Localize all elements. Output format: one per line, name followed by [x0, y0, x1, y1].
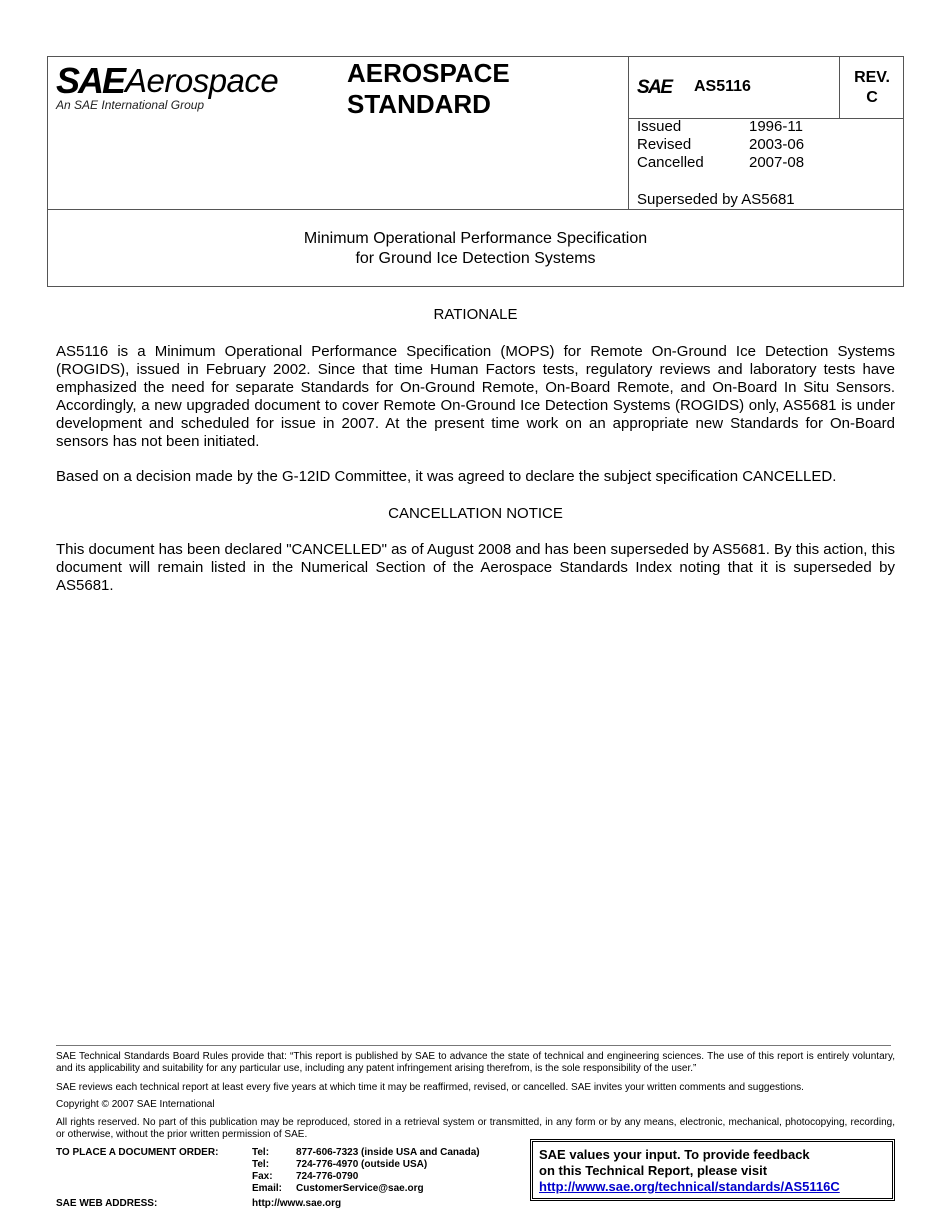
footer-rights: All rights reserved. No part of this publication may be reproduced, stored in a retrieval system or transmitted, in any form or by any means, electronic, mechanical, photocopying, recording, or otherwise, without the prior written permission of SAE. [56, 1117, 895, 1140]
standard-title-line1: AEROSPACE [347, 58, 510, 88]
cancellation-paragraph: This document has been declared "CANCELLED" as of August 2008 and has been superseded by AS5681. By this action, this document will remain listed in the Numerical Section of the Aerospace Standards Index noting that it is superseded by AS5681. [56, 541, 895, 594]
feedback-line1: SAE values your input. To provide feedback [539, 1147, 810, 1162]
web-address-label: SAE WEB ADDRESS: [56, 1198, 158, 1209]
contact-value: 724-776-4970 (outside USA) [296, 1159, 428, 1170]
rationale-decision-paragraph: Based on a decision made by the G-12ID Committee, it was agreed to declare the subject specification CANCELLED. [56, 468, 837, 485]
feedback-box [530, 1139, 895, 1201]
subject-line1: Minimum Operational Performance Specification [303, 230, 648, 247]
standard-title-line2: STANDARD [347, 89, 491, 119]
history-label: Cancelled [637, 154, 704, 171]
contact-label: Tel: [252, 1159, 270, 1170]
history-row [637, 118, 804, 136]
contact-list [252, 1147, 480, 1195]
logo-tagline: An SAE International Group [56, 98, 205, 112]
footer-divider [56, 1045, 891, 1046]
revision-cell [840, 68, 904, 108]
contact-row [252, 1147, 480, 1159]
contact-row [252, 1159, 480, 1171]
revision-value: C [866, 89, 878, 106]
contact-label: Tel: [252, 1147, 270, 1158]
contact-row [252, 1183, 480, 1195]
standard-title [347, 58, 510, 120]
history-value: 2007-08 [749, 154, 805, 171]
history-value: 2003-06 [749, 136, 805, 153]
rationale-heading: RATIONALE [433, 306, 518, 323]
rationale-paragraph: AS5116 is a Minimum Operational Performance Specification (MOPS) for Remote On-Ground Ice Detection Systems (ROGIDS), issued in February 2002. Since that time Human Factors tests, regulatory reviews and laboratory tests have emphasized the need for separate Standards for On-Ground Remote, On-Board Remote, and On-Board In Situ Sensors. Accordingly, a new upgraded document to cover Remote On-Ground Ice Detection Systems (ROGIDS) only, AS5681 is under development and scheduled for issue in 2007. At the present time work on an appropriate new Standards for On-Board sensors has not been initiated. [56, 343, 895, 450]
revision-label: REV. [854, 69, 890, 86]
cancellation-heading: CANCELLATION NOTICE [388, 505, 563, 522]
document-history [637, 118, 804, 172]
footer-rules: SAE Technical Standards Board Rules provide that: “This report is published by SAE to advance the state of technical and engineering sciences. The use of this report is entirely voluntary, and its applicability and suitability for any particular use, including any patent infringement arising therefrom, is the sole responsibility of the user.” [56, 1051, 895, 1074]
document-subject [47, 229, 904, 269]
superseded-note: Superseded by AS5681 [637, 191, 795, 208]
history-row [637, 154, 804, 172]
web-address-link[interactable]: http://www.sae.org [252, 1198, 342, 1209]
aerospace-logo-wordmark: Aerospace [125, 62, 279, 99]
history-label: Issued [637, 118, 682, 135]
header-divider [48, 209, 904, 210]
contact-row [252, 1171, 480, 1183]
document-number: AS5116 [694, 78, 751, 95]
contact-label: Email: [252, 1183, 283, 1194]
contact-value: 724-776-0790 [296, 1171, 359, 1182]
contact-value[interactable]: CustomerService@sae.org [296, 1183, 424, 1194]
subject-line2: for Ground Ice Detection Systems [355, 250, 596, 267]
footer-review: SAE reviews each technical report at least every five years at which time it may be reaffirmed, revised, or cancelled. SAE invites your written comments and suggestions. [56, 1082, 804, 1093]
history-row [637, 136, 804, 154]
contact-label: Fax: [252, 1171, 273, 1182]
history-label: Revised [637, 136, 692, 153]
footer-copyright: Copyright © 2007 SAE International [56, 1099, 215, 1110]
sae-mini-logo: SAE [637, 77, 672, 98]
history-value: 1996-11 [749, 118, 803, 135]
feedback-link[interactable]: http://www.sae.org/technical/standards/AS5116C [539, 1179, 840, 1194]
order-label: TO PLACE A DOCUMENT ORDER: [56, 1147, 219, 1158]
header-divider [628, 57, 629, 209]
sae-logo-mark: SAE [56, 60, 125, 101]
feedback-line2: on this Technical Report, please visit [539, 1163, 768, 1178]
contact-value: 877-606-7323 (inside USA and Canada) [296, 1147, 480, 1158]
